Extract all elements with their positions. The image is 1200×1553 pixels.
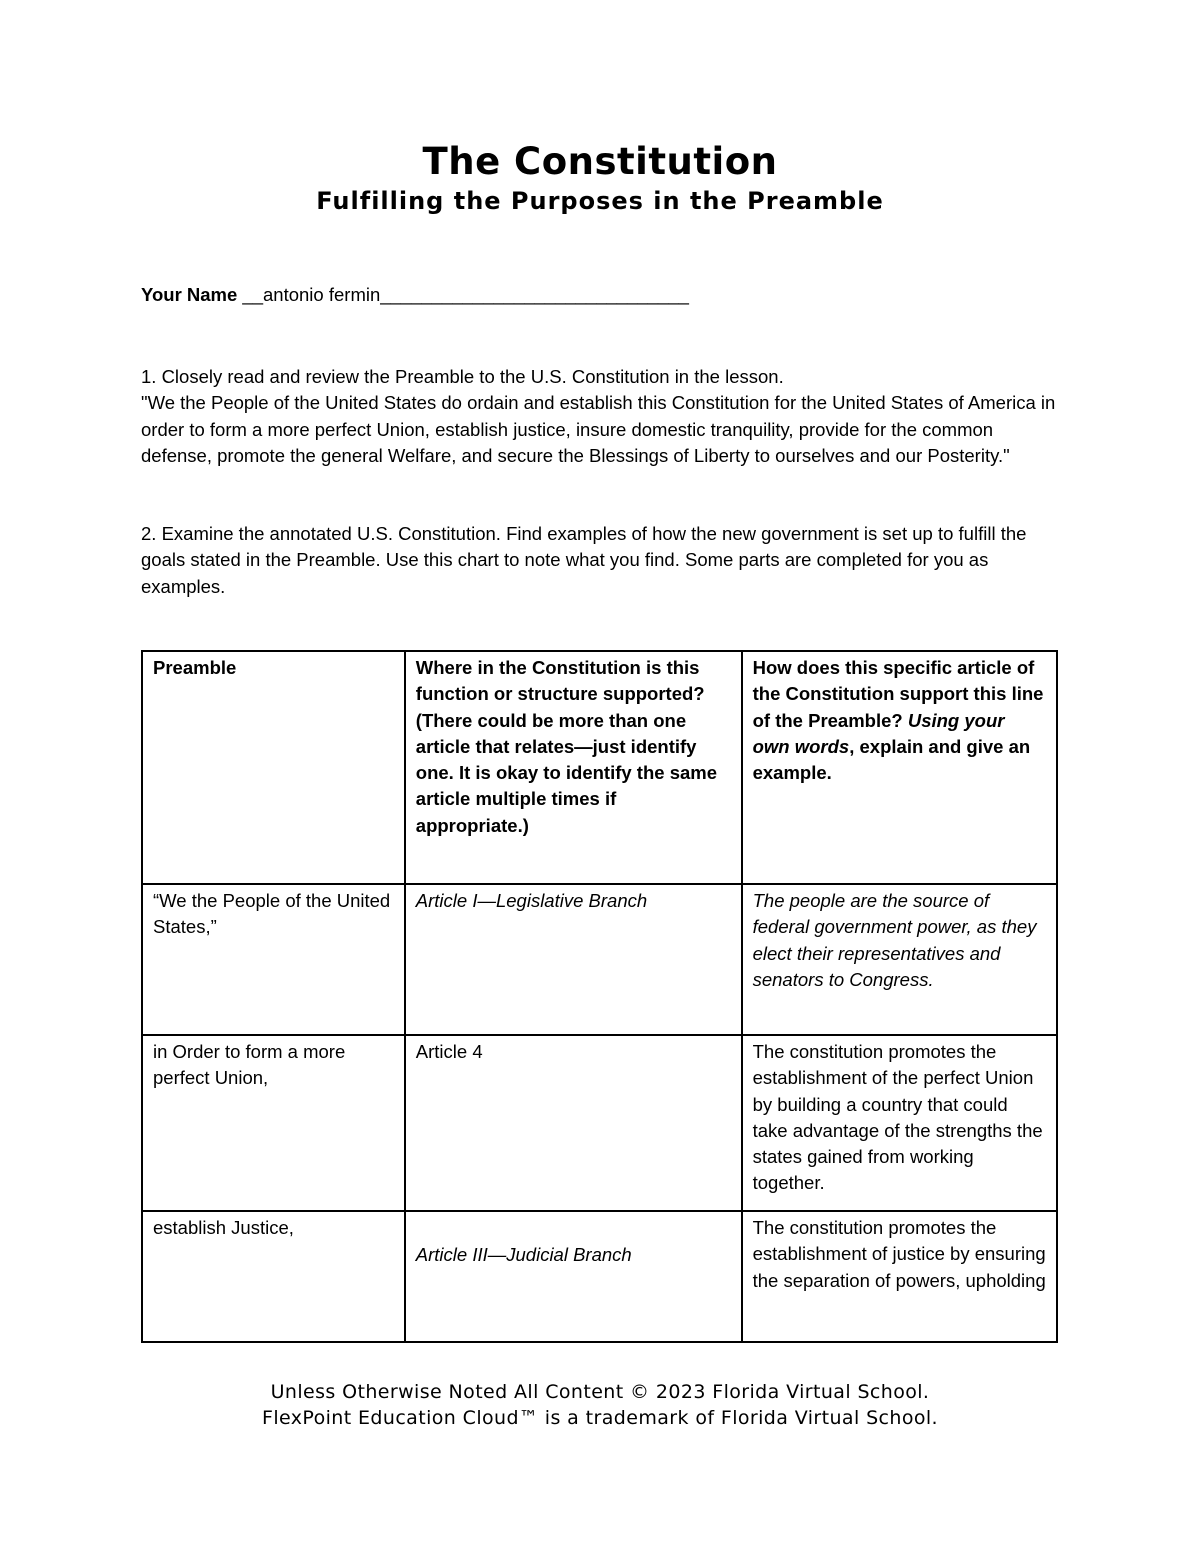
header-how-italic: Using your own words xyxy=(752,709,1005,757)
table-header-row xyxy=(142,651,1057,884)
table-row xyxy=(142,1035,1057,1211)
name-field[interactable] xyxy=(141,284,689,306)
header-how-end: , explain and give an example. xyxy=(752,735,1031,784)
step-1-text: 1. Closely read and review the Preamble to the U.S. Constitution in the lesson. xyxy=(141,366,784,387)
header-preamble: Preamble xyxy=(142,651,405,884)
table-row xyxy=(142,1211,1057,1342)
preamble-chart xyxy=(141,650,1058,1343)
explanation-line: the separation of powers, upholding xyxy=(752,1269,1046,1291)
header-how xyxy=(742,651,1057,884)
article-cell[interactable]: Article I—Legislative Branch xyxy=(405,884,742,1035)
instruction-step-1 xyxy=(141,364,1061,469)
page-subtitle: Fulfilling the Purposes in the Preamble xyxy=(316,187,884,215)
preamble-quote: "We the People of the United States do ordain and establish this Constitution for the United States of America in order to form a more perfect Union, establish justice, insure domestic tranquility, provide for the common defense, promote the general Welfare, and secure the Blessings of Liberty to ourselves and our Posterity." xyxy=(141,392,1056,466)
copyright-footer xyxy=(0,1379,1200,1431)
footer-line-2: FlexPoint Education Cloud™ is a trademark of Florida Virtual School. xyxy=(262,1407,938,1429)
article-cell[interactable]: Article III—Judicial Branch xyxy=(405,1211,742,1342)
table-row xyxy=(142,884,1057,1035)
preamble-cell: “We the People of the United States,” xyxy=(142,884,405,1035)
instruction-step-2 xyxy=(141,521,1061,600)
name-label: Your Name xyxy=(141,284,238,305)
explanation-cell[interactable] xyxy=(742,1211,1057,1342)
header-where: Where in the Constitution is this function or structure supported? (There could be more than one article that relates—just identify one. It is okay to identify the same article multiple times if appropriate.) xyxy=(405,651,742,884)
article-cell[interactable]: Article 4 xyxy=(405,1035,742,1211)
step-2-text: 2. Examine the annotated U.S. Constitution. Find examples of how the new government is set up to fulfill the goals stated in the Preamble. Use this chart to note what you find. Some parts are completed for you as examples. xyxy=(141,523,1027,597)
explanation-cell[interactable]: The people are the source of federal government power, as they elect their representatives and senators to Congress. xyxy=(742,884,1057,1035)
preamble-cell: in Order to form a more perfect Union, xyxy=(142,1035,405,1211)
page-title: The Constitution xyxy=(422,140,778,183)
explanation-cell[interactable]: The constitution promotes the establishment of the perfect Union by building a country that could take advantage of the strengths the states gained from working together. xyxy=(742,1035,1057,1211)
footer-line-1: Unless Otherwise Noted All Content © 2023 Florida Virtual School. xyxy=(270,1381,930,1403)
explanation-line: The constitution promotes the establishment of justice by ensuring xyxy=(752,1217,1046,1265)
name-value[interactable]: __antonio fermin______________________________ xyxy=(237,284,689,305)
header-how-start: How does this specific article of the Constitution support this line of the Preamble? xyxy=(752,657,1044,731)
preamble-cell: establish Justice, xyxy=(142,1211,405,1342)
